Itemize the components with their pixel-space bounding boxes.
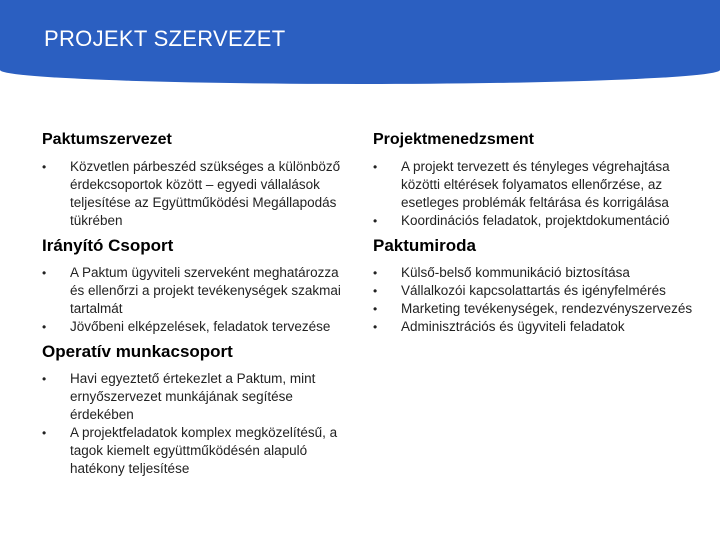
bullet-icon: • bbox=[373, 302, 378, 316]
list-item: • Havi egyeztető értekezlet a Paktum, mint ernyőszervezet munkájának segítése érdekében bbox=[42, 371, 316, 422]
list-paktumszervezet bbox=[42, 158, 352, 230]
bullet-icon: • bbox=[373, 284, 378, 298]
list-operativ-munkacsoport bbox=[42, 370, 352, 478]
bullet-icon: • bbox=[373, 266, 378, 280]
bullet-icon: • bbox=[42, 320, 47, 334]
list-item: • A projekt tervezett és tényleges végrehajtása közötti eltérések folyamatos ellenőrzése, az esetleges problémák feltárása és korrigálása bbox=[373, 159, 670, 210]
header-banner bbox=[0, 0, 720, 84]
list-iranyito-csoport bbox=[42, 264, 352, 336]
section-title-projektmenedzsment: Projektmenedzsment bbox=[373, 131, 534, 148]
bullet-icon: • bbox=[373, 320, 378, 334]
list-item: • Jövőbeni elképzelések, feladatok tervezése bbox=[42, 319, 331, 334]
bullet-icon: • bbox=[42, 266, 47, 280]
bullet-icon: • bbox=[42, 372, 47, 386]
page-title: PROJEKT SZERVEZET bbox=[44, 26, 286, 51]
list-item: • Vállalkozói kapcsolattartás és igényfelmérés bbox=[373, 283, 666, 298]
section-title-paktumszervezet: Paktumszervezet bbox=[42, 131, 172, 148]
section-title-paktumiroda: Paktumiroda bbox=[373, 236, 476, 255]
list-item: • Koordinációs feladatok, projektdokumentáció bbox=[373, 213, 670, 228]
right-column bbox=[373, 130, 693, 342]
list-projektmenedzsment bbox=[373, 158, 693, 230]
list-item: • A Paktum ügyviteli szerveként meghatározza és ellenőrzi a projekt tevékenységek szakmai tartalmát bbox=[42, 265, 341, 316]
section-title-operativ-munkacsoport: Operatív munkacsoport bbox=[42, 342, 233, 361]
list-item: • A projektfeladatok komplex megközelítésű, a tagok kiemelt együttműködésén alapuló hatékony teljesítése bbox=[42, 425, 338, 476]
bullet-icon: • bbox=[42, 160, 47, 174]
bullet-icon: • bbox=[42, 426, 47, 440]
list-paktumiroda bbox=[373, 264, 693, 336]
bullet-icon: • bbox=[373, 160, 378, 174]
left-column bbox=[42, 130, 352, 484]
bullet-icon: • bbox=[373, 214, 378, 228]
list-item: • Külső-belső kommunikáció biztosítása bbox=[373, 265, 630, 280]
list-item: • Adminisztrációs és ügyviteli feladatok bbox=[373, 319, 625, 334]
section-title-iranyito-csoport: Irányító Csoport bbox=[42, 236, 174, 255]
list-item: • Marketing tevékenységek, rendezvényszervezés bbox=[373, 301, 693, 316]
list-item: • Közvetlen párbeszéd szükséges a különböző érdekcsoportok között – egyedi vállalások teljesítése az Együttműködési Megállapodás tükrében bbox=[42, 159, 341, 228]
